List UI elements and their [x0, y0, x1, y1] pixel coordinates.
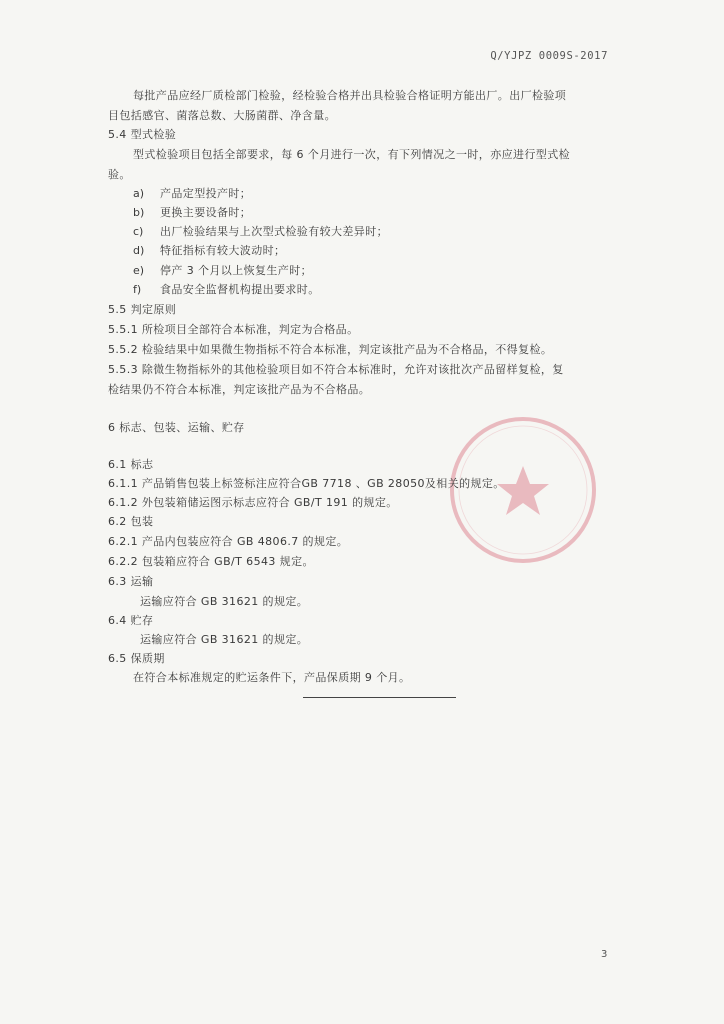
section-5-4-heading: 5.4 型式检验	[108, 128, 177, 141]
clause-6-2-1: 6.2.1 产品内包装应符合 GB 4806.7 的规定。	[108, 535, 349, 548]
standard-code: Q/YJPZ 0009S-2017	[490, 50, 608, 62]
clause-5-5-3-line-2: 检结果仍不符合本标准，判定该批产品为不合格品。	[108, 383, 371, 396]
clause-6-2-2: 6.2.2 包装箱应符合 GB/T 6543 规定。	[108, 555, 314, 568]
seal-star-icon	[497, 466, 549, 515]
section-6-2-heading: 6.2 包装	[108, 515, 154, 528]
section-6-5-heading: 6.5 保质期	[108, 652, 165, 665]
page-number: 3	[601, 949, 608, 960]
exit-inspection-text-1: 每批产品应经厂质检部门检验，经检验合格并出具检验合格证明方能出厂。出厂检验项	[133, 89, 567, 102]
condition-label: e)	[133, 264, 145, 277]
condition-text: 产品定型投产时；	[160, 187, 252, 200]
storage-text: 运输应符合 GB 31621 的规定。	[140, 633, 309, 646]
clause-5-5-1: 5.5.1 所检项目全部符合本标准，判定为合格品。	[108, 323, 359, 336]
end-rule	[303, 697, 456, 698]
section-6-4-heading: 6.4 贮存	[108, 614, 154, 627]
condition-label: d)	[133, 244, 145, 257]
clause-5-5-2: 5.5.2 检验结果中如果微生物指标不符合本标准，判定该批产品为不合格品，不得复检。	[108, 343, 553, 356]
exit-inspection-text-2: 目包括感官、菌落总数、大肠菌群、净含量。	[108, 109, 336, 122]
transport-text: 运输应符合 GB 31621 的规定。	[140, 595, 309, 608]
section-6-1-heading: 6.1 标志	[108, 458, 154, 471]
section-6-heading: 6 标志、包装、运输、贮存	[108, 421, 245, 434]
condition-label: c)	[133, 225, 144, 238]
type-test-text-2: 验。	[108, 168, 131, 181]
type-test-text-1: 型式检验项目包括全部要求，每 6 个月进行一次，有下列情况之一时，亦应进行型式检	[133, 148, 570, 161]
clause-6-1-1: 6.1.1 产品销售包装上标签标注应符合GB 7718 、GB 28050及相关的规定。	[108, 477, 505, 490]
condition-text: 食品安全监督机构提出要求时。	[160, 283, 320, 296]
clause-6-1-2: 6.1.2 外包装箱储运图示标志应符合 GB/T 191 的规定。	[108, 496, 398, 509]
clause-5-5-3-line-1: 5.5.3 除微生物指标外的其他检验项目如不符合本标准时，允许对该批次产品留样复检，复	[108, 363, 564, 376]
condition-label: a)	[133, 187, 145, 200]
condition-text: 更换主要设备时；	[160, 206, 252, 219]
condition-label: f)	[133, 283, 142, 296]
shelf-life-text: 在符合本标准规定的贮运条件下，产品保质期 9 个月。	[133, 671, 411, 684]
condition-text: 出厂检验结果与上次型式检验有较大差异时；	[160, 225, 388, 238]
condition-text: 停产 3 个月以上恢复生产时；	[160, 264, 312, 277]
condition-text: 特征指标有较大波动时；	[160, 244, 286, 257]
section-6-3-heading: 6.3 运输	[108, 575, 154, 588]
section-5-5-heading: 5.5 判定原则	[108, 303, 177, 316]
condition-label: b)	[133, 206, 145, 219]
